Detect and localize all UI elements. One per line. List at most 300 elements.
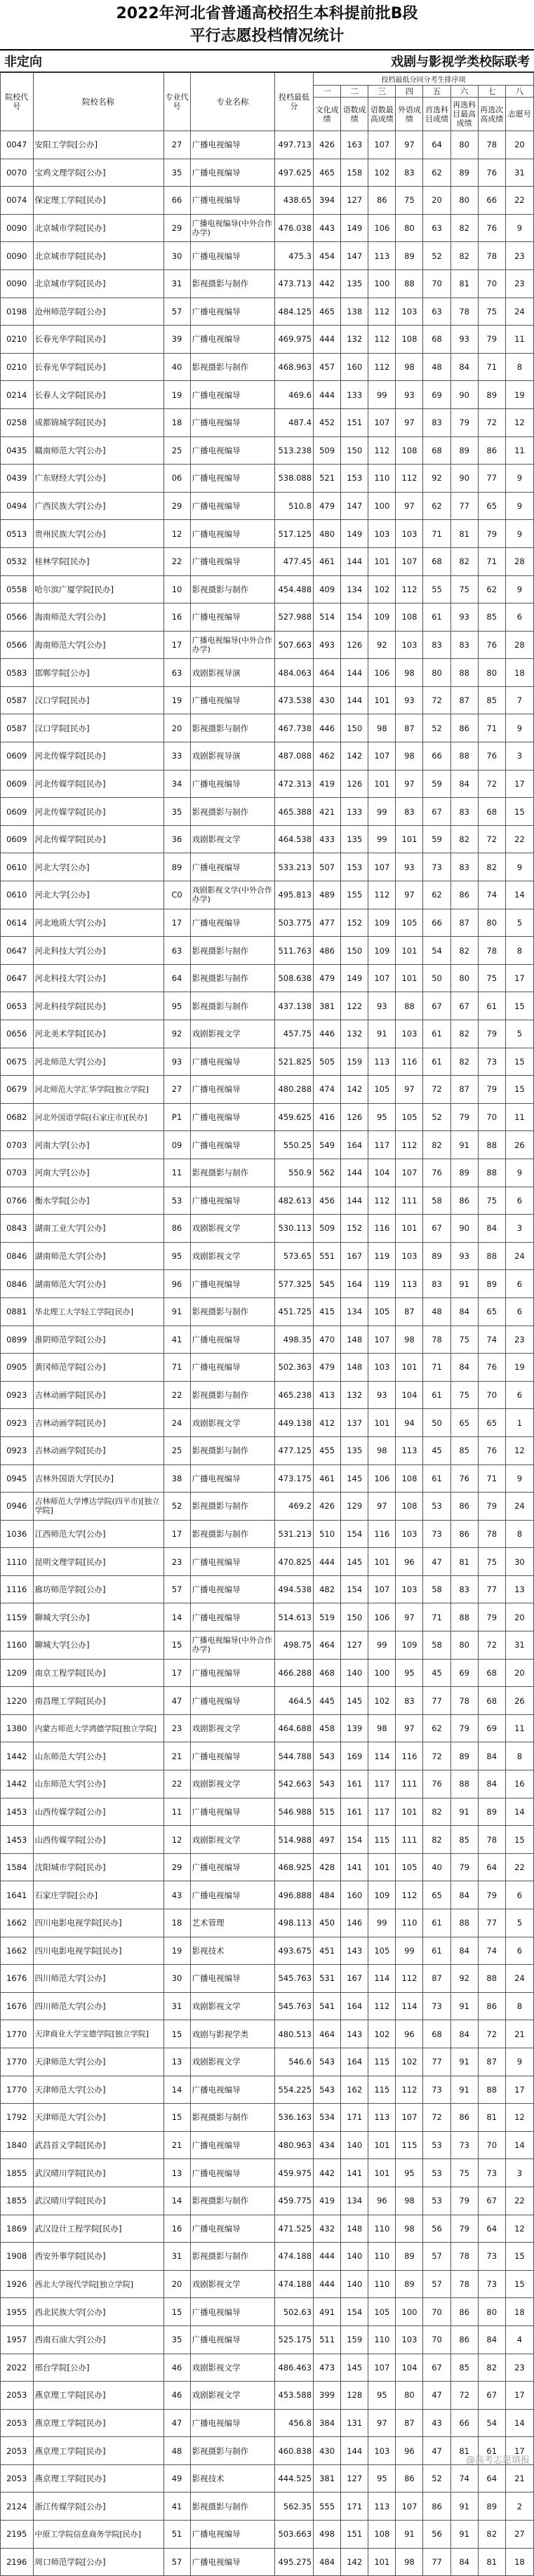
- cell-cn-max: 117: [368, 1131, 396, 1159]
- cell-major-code: 24: [163, 1409, 190, 1437]
- cell-chinese-math: 152: [341, 909, 368, 937]
- cell-major-name: 广播电视编导: [190, 159, 275, 187]
- cell-major-code: 96: [163, 1270, 190, 1298]
- cell-first-subject: 67: [423, 2354, 450, 2382]
- cell-cn-max: 100: [368, 492, 396, 520]
- cell-foreign: 93: [396, 853, 423, 881]
- table-header: [1, 73, 534, 131]
- cell-school-code: 0766: [1, 1187, 34, 1215]
- cell-volunteer: 6: [505, 1297, 533, 1326]
- cell-volunteer: 8: [505, 353, 533, 381]
- cell-cn-max: 107: [368, 1575, 396, 1603]
- cell-major-name: 戏剧影视文学: [190, 1409, 275, 1437]
- cell-second-subject: 84: [450, 2548, 478, 2576]
- cell-culture: 446: [314, 1020, 341, 1048]
- cell-major-name: 广播电视编导: [190, 1575, 275, 1603]
- cell-volunteer: 14: [505, 1798, 533, 1826]
- cell-chinese-math: 164: [341, 1992, 368, 2020]
- table-row: [1, 2076, 534, 2104]
- cell-foreign: 116: [396, 1742, 423, 1770]
- cell-second-subject: 79: [450, 1853, 478, 1881]
- cell-cn-max: 115: [368, 2048, 396, 2076]
- cell-cn-max: 112: [368, 298, 396, 326]
- cell-major-code: 51: [163, 2521, 190, 2549]
- cell-third-subject: 89: [478, 381, 505, 409]
- cell-first-subject: 71: [423, 520, 450, 548]
- cell-foreign: 83: [396, 1687, 423, 1715]
- cell-major-code: 11: [163, 1159, 190, 1187]
- cell-volunteer: 22: [505, 187, 533, 215]
- cell-cn-max: 107: [368, 2354, 396, 2382]
- cell-foreign: 112: [396, 1131, 423, 1159]
- cell-third-subject: 80: [478, 659, 505, 687]
- table-row: [1, 964, 534, 992]
- cell-school-code: 0647: [1, 937, 34, 965]
- cell-min-score: 508.638: [275, 964, 314, 992]
- cell-first-subject: 52: [423, 2464, 450, 2492]
- cell-culture: 430: [314, 2437, 341, 2465]
- cell-cn-max: 113: [368, 242, 396, 270]
- table-row: [1, 1020, 534, 1048]
- cell-school-name: 赣南师范大学[公办]: [33, 436, 163, 465]
- cell-chinese-math: 145: [341, 1464, 368, 1493]
- cell-min-score: 545.763: [275, 1965, 314, 1993]
- cell-major-name: 戏剧影视导演: [190, 659, 275, 687]
- table-row: [1, 1159, 534, 1187]
- cell-first-subject: 89: [423, 1242, 450, 1270]
- table-row: [1, 992, 534, 1020]
- cell-cn-max: 101: [368, 1409, 396, 1437]
- cell-school-name: 河北科技大学[公办]: [33, 937, 163, 965]
- cell-first-subject: 67: [423, 1215, 450, 1243]
- header-num: 三: [368, 86, 396, 98]
- cell-cn-max: 102: [368, 575, 396, 603]
- cell-min-score: 475.3: [275, 242, 314, 270]
- cell-school-name: 湖南工业大学[公办]: [33, 1215, 163, 1243]
- table-row: [1, 1853, 534, 1881]
- table-row: [1, 381, 534, 409]
- cell-school-name: 西安外事学院[民办]: [33, 2243, 163, 2271]
- cell-volunteer: 18: [505, 659, 533, 687]
- cell-first-subject: 80: [423, 659, 450, 687]
- cell-school-code: 0583: [1, 659, 34, 687]
- cell-major-code: 22: [163, 547, 190, 575]
- cell-school-code: 0566: [1, 631, 34, 659]
- cell-school-name: 海南师范大学[公办]: [33, 631, 163, 659]
- cell-foreign: 112: [396, 465, 423, 493]
- cell-second-subject: 83: [450, 631, 478, 659]
- cell-second-subject: 88: [450, 1770, 478, 1798]
- cell-major-code: 17: [163, 909, 190, 937]
- cell-second-subject: 77: [450, 492, 478, 520]
- table-row: [1, 2492, 534, 2521]
- cell-school-code: 1908: [1, 2243, 34, 2271]
- cell-foreign: 116: [396, 1048, 423, 1076]
- cell-second-subject: 93: [450, 603, 478, 632]
- cell-major-code: 13: [163, 2159, 190, 2187]
- cell-school-code: 0566: [1, 603, 34, 632]
- cell-culture: 479: [314, 964, 341, 992]
- cell-chinese-math: 144: [341, 659, 368, 687]
- cell-school-code: 1770: [1, 2020, 34, 2048]
- cell-third-subject: 74: [478, 881, 505, 909]
- cell-cn-max: 112: [368, 353, 396, 381]
- cell-major-name: 戏剧影视文学(中外合作办学): [190, 881, 275, 909]
- cell-foreign: 94: [396, 1409, 423, 1437]
- cell-school-code: 0558: [1, 575, 34, 603]
- cell-volunteer: 6: [505, 1187, 533, 1215]
- cell-foreign: 88: [396, 992, 423, 1020]
- table-row: [1, 1464, 534, 1493]
- cell-first-subject: 77: [423, 1687, 450, 1715]
- cell-foreign: 102: [396, 2048, 423, 2076]
- cell-foreign: 101: [396, 937, 423, 965]
- cell-school-name: 山东师范大学[公办]: [33, 1742, 163, 1770]
- cell-second-subject: 83: [450, 1575, 478, 1603]
- cell-culture: 444: [314, 2270, 341, 2298]
- cell-min-score: 525.175: [275, 2325, 314, 2354]
- cell-school-code: 0609: [1, 825, 34, 853]
- cell-school-name: 山东师范大学[公办]: [33, 1770, 163, 1798]
- cell-foreign: 104: [396, 1381, 423, 1409]
- cell-chinese-math: 144: [341, 1187, 368, 1215]
- cell-volunteer: 23: [505, 2354, 533, 2382]
- cell-second-subject: 89: [450, 436, 478, 465]
- header-culture: 文化成绩: [314, 98, 341, 131]
- cell-first-subject: 61: [423, 1381, 450, 1409]
- cell-major-name: 广播电视编导: [190, 1742, 275, 1770]
- cell-major-code: C0: [163, 881, 190, 909]
- cell-major-code: 18: [163, 408, 190, 436]
- cell-school-code: 2022: [1, 2354, 34, 2382]
- cell-foreign: 112: [396, 1881, 423, 1909]
- cell-major-code: 52: [163, 1493, 190, 1521]
- cell-school-name: 燕京理工学院[民办]: [33, 2382, 163, 2410]
- cell-volunteer: 12: [505, 1436, 533, 1464]
- cell-third-subject: 77: [478, 1909, 505, 1937]
- cell-volunteer: 6: [505, 1937, 533, 1965]
- cell-chinese-math: 141: [341, 1853, 368, 1881]
- cell-culture: 456: [314, 1187, 341, 1215]
- cell-foreign: 98: [396, 659, 423, 687]
- cell-third-subject: 62: [478, 575, 505, 603]
- table-row: [1, 1493, 534, 1521]
- cell-cn-max: 110: [368, 2215, 396, 2243]
- cell-major-code: 64: [163, 964, 190, 992]
- cell-foreign: 98: [396, 1326, 423, 1354]
- cell-min-score: 451.725: [275, 1297, 314, 1326]
- cell-first-subject: 50: [423, 1409, 450, 1437]
- cell-min-score: 437.138: [275, 992, 314, 1020]
- cell-school-name: 长春光华学院[民办]: [33, 353, 163, 381]
- cell-school-code: 0070: [1, 159, 34, 187]
- table-row: [1, 2020, 534, 2048]
- cell-first-subject: 83: [423, 1270, 450, 1298]
- cell-min-score: 474.188: [275, 2270, 314, 2298]
- cell-foreign: 107: [396, 547, 423, 575]
- table-row: [1, 1770, 534, 1798]
- table-row: [1, 1326, 534, 1354]
- cell-third-subject: 89: [478, 2492, 505, 2521]
- cell-min-score: 469.975: [275, 326, 314, 354]
- cell-second-subject: 85: [450, 1436, 478, 1464]
- cell-school-name: 桂林学院[民办]: [33, 547, 163, 575]
- cell-first-subject: 71: [423, 1603, 450, 1631]
- cell-school-code: 0679: [1, 1076, 34, 1104]
- cell-third-subject: 73: [478, 2270, 505, 2298]
- cell-volunteer: 23: [505, 242, 533, 270]
- cell-major-name: 广播电视编导: [190, 1270, 275, 1298]
- cell-school-name: 湖南师范大学[公办]: [33, 1242, 163, 1270]
- cell-chinese-math: 149: [341, 520, 368, 548]
- cell-cn-max: 112: [368, 1187, 396, 1215]
- cell-first-subject: 71: [423, 1354, 450, 1382]
- cell-first-subject: 62: [423, 159, 450, 187]
- table-row: [1, 2131, 534, 2159]
- cell-culture: 534: [314, 2104, 341, 2132]
- cell-volunteer: 9: [505, 853, 533, 881]
- cell-cn-max: 105: [368, 1076, 396, 1104]
- cell-school-code: 0653: [1, 992, 34, 1020]
- cell-third-subject: 88: [478, 1131, 505, 1159]
- cell-school-name: 天津师范大学[公办]: [33, 2104, 163, 2132]
- cell-chinese-math: 137: [341, 1409, 368, 1437]
- cell-second-subject: 86: [450, 1520, 478, 1548]
- cell-first-subject: 52: [423, 714, 450, 742]
- cell-culture: 416: [314, 1103, 341, 1131]
- cell-culture: 486: [314, 937, 341, 965]
- cell-cn-max: 115: [368, 1826, 396, 1854]
- cell-min-score: 498.113: [275, 1909, 314, 1937]
- cell-foreign: 110: [396, 1909, 423, 1937]
- cell-cn-max: 102: [368, 159, 396, 187]
- cell-cn-max: 116: [368, 1520, 396, 1548]
- cell-second-subject: 78: [450, 2243, 478, 2271]
- cell-third-subject: 86: [478, 1992, 505, 2020]
- cell-second-subject: 86: [450, 2104, 478, 2132]
- cell-first-subject: 86: [423, 2492, 450, 2521]
- cell-first-subject: 62: [423, 881, 450, 909]
- table-row: [1, 326, 534, 354]
- cell-min-score: 536.163: [275, 2104, 314, 2132]
- cell-volunteer: 24: [505, 298, 533, 326]
- table-row: [1, 2104, 534, 2132]
- cell-school-code: 1641: [1, 1881, 34, 1909]
- cell-major-code: 49: [163, 2464, 190, 2492]
- table-row: [1, 1381, 534, 1409]
- cell-min-score: 469.2: [275, 1493, 314, 1521]
- cell-third-subject: 77: [478, 1575, 505, 1603]
- cell-third-subject: 78: [478, 242, 505, 270]
- cell-min-score: 482.613: [275, 1187, 314, 1215]
- cell-major-name: 影视摄影与制作: [190, 937, 275, 965]
- cell-school-name: 河南大学[公办]: [33, 1159, 163, 1187]
- cell-foreign: 104: [396, 2354, 423, 2382]
- cell-volunteer: 2: [505, 2492, 533, 2521]
- cell-major-code: 31: [163, 1992, 190, 2020]
- cell-major-name: 影视摄影与制作: [190, 964, 275, 992]
- cell-cn-max: 98: [368, 1714, 396, 1742]
- cell-school-code: 0614: [1, 909, 34, 937]
- cell-foreign: 114: [396, 1992, 423, 2020]
- cell-second-subject: 82: [450, 1020, 478, 1048]
- cell-volunteer: 3: [505, 742, 533, 770]
- cell-second-subject: 81: [450, 2437, 478, 2465]
- cell-foreign: 100: [396, 2298, 423, 2326]
- cell-second-subject: 88: [450, 1909, 478, 1937]
- cell-cn-max: 102: [368, 2020, 396, 2048]
- cell-second-subject: 86: [450, 2325, 478, 2354]
- cell-chinese-math: 171: [341, 2104, 368, 2132]
- cell-school-name: 汉口学院[民办]: [33, 714, 163, 742]
- cell-first-subject: 53: [423, 2159, 450, 2187]
- cell-major-name: 广播电视编导: [190, 853, 275, 881]
- cell-culture: 444: [314, 326, 341, 354]
- cell-min-score: 533.213: [275, 853, 314, 881]
- cell-min-score: 513.238: [275, 436, 314, 465]
- cell-min-score: 454.488: [275, 575, 314, 603]
- cell-culture: 479: [314, 1354, 341, 1382]
- cell-second-subject: 92: [450, 1965, 478, 1993]
- cell-cn-max: 97: [368, 2409, 396, 2437]
- table-row: [1, 2243, 534, 2271]
- cell-culture: 421: [314, 798, 341, 826]
- cell-major-code: 14: [163, 1603, 190, 1631]
- cell-cn-max: 110: [368, 2270, 396, 2298]
- cell-school-name: 吉林师范大学博达学院(四平市)[独立学院]: [33, 1493, 163, 1521]
- cell-school-code: 0210: [1, 326, 34, 354]
- cell-school-name: 天津师范大学[公办]: [33, 2076, 163, 2104]
- cell-culture: 444: [314, 2243, 341, 2271]
- cell-school-code: 0703: [1, 1131, 34, 1159]
- cell-foreign: 87: [396, 714, 423, 742]
- cell-volunteer: 9: [505, 2048, 533, 2076]
- cell-major-name: 影视技术: [190, 2464, 275, 2492]
- cell-cn-max: 106: [368, 1603, 396, 1631]
- cell-volunteer: 13: [505, 1575, 533, 1603]
- cell-culture: 498: [314, 2521, 341, 2549]
- cell-min-score: 480.288: [275, 1076, 314, 1104]
- cell-major-name: 戏剧影视文学: [190, 1242, 275, 1270]
- cell-third-subject: 82: [478, 2354, 505, 2382]
- cell-school-code: 0435: [1, 436, 34, 465]
- cell-first-subject: 70: [423, 269, 450, 298]
- cell-volunteer: 11: [505, 1714, 533, 1742]
- cell-culture: 445: [314, 1687, 341, 1715]
- cell-school-code: 0047: [1, 131, 34, 159]
- table-row: [1, 1603, 534, 1631]
- table-row: [1, 1631, 534, 1660]
- cell-school-code: 1220: [1, 1687, 34, 1715]
- cell-major-code: 25: [163, 1436, 190, 1464]
- cell-major-name: 广播电视编导: [190, 1326, 275, 1354]
- cell-second-subject: 78: [450, 298, 478, 326]
- cell-major-name: 影视摄影与制作: [190, 2437, 275, 2465]
- header-third-subject: 再选次高成绩: [478, 98, 505, 131]
- cell-major-code: 48: [163, 2437, 190, 2465]
- cell-chinese-math: 163: [341, 131, 368, 159]
- cell-second-subject: 75: [450, 1381, 478, 1409]
- cell-first-subject: 47: [423, 2437, 450, 2465]
- cell-first-subject: 73: [423, 2076, 450, 2104]
- cell-volunteer: 20: [505, 1659, 533, 1687]
- cell-min-score: 544.788: [275, 1742, 314, 1770]
- header-min-score: 投档最低分: [275, 73, 314, 131]
- cell-second-subject: 65: [450, 1409, 478, 1437]
- cell-third-subject: 72: [478, 1631, 505, 1660]
- cell-first-subject: 53: [423, 2131, 450, 2159]
- cell-min-score: 464.5: [275, 1687, 314, 1715]
- cell-volunteer: 15: [505, 1826, 533, 1854]
- cell-major-name: 广播电视编导: [190, 298, 275, 326]
- cell-min-score: 510.8: [275, 492, 314, 520]
- cell-min-score: 444.525: [275, 2464, 314, 2492]
- table-row: [1, 2215, 534, 2243]
- cell-cn-max: 101: [368, 1548, 396, 1576]
- cell-major-code: 92: [163, 1020, 190, 1048]
- cell-volunteer: 23: [505, 1326, 533, 1354]
- page-title: 2022年河北省普通高校招生本科提前批B段: [116, 5, 418, 22]
- cell-first-subject: 69: [423, 381, 450, 409]
- cell-first-subject: 63: [423, 214, 450, 242]
- table-row: [1, 1881, 534, 1909]
- cell-chinese-math: 154: [341, 2298, 368, 2326]
- cell-foreign: 97: [396, 1076, 423, 1104]
- cell-third-subject: 61: [478, 2437, 505, 2465]
- table-row: [1, 242, 534, 270]
- table-row: [1, 909, 534, 937]
- cell-first-subject: 56: [423, 2521, 450, 2549]
- cell-cn-max: 93: [368, 992, 396, 1020]
- cell-cn-max: 115: [368, 2076, 396, 2104]
- table-row: [1, 1742, 534, 1770]
- cell-foreign: 96: [396, 2020, 423, 2048]
- cell-first-subject: 64: [423, 131, 450, 159]
- cell-school-code: 2053: [1, 2437, 34, 2465]
- cell-chinese-math: 158: [341, 159, 368, 187]
- cell-school-code: 2196: [1, 2548, 34, 2576]
- cell-volunteer: 9: [505, 1464, 533, 1493]
- cell-major-name: 广播电视编导: [190, 1965, 275, 1993]
- cell-major-name: 广播电视编导: [190, 2325, 275, 2354]
- cell-second-subject: 91: [450, 2492, 478, 2521]
- cell-culture: 415: [314, 1297, 341, 1326]
- cell-third-subject: 75: [478, 1548, 505, 1576]
- cell-min-score: 477.45: [275, 547, 314, 575]
- cell-culture: 442: [314, 269, 341, 298]
- cell-foreign: 101: [396, 1354, 423, 1382]
- cell-major-code: 43: [163, 1881, 190, 1909]
- cell-first-subject: 68: [423, 547, 450, 575]
- cell-volunteer: 9: [505, 492, 533, 520]
- cell-chinese-math: 129: [341, 1493, 368, 1521]
- cell-first-subject: 68: [423, 436, 450, 465]
- cell-third-subject: 70: [478, 1103, 505, 1131]
- cell-foreign: 115: [396, 2131, 423, 2159]
- cell-second-subject: 76: [450, 1464, 478, 1493]
- cell-major-name: 影视摄影与制作: [190, 1520, 275, 1548]
- table-row: [1, 686, 534, 714]
- cell-school-code: 0090: [1, 214, 34, 242]
- cell-min-score: 502.363: [275, 1354, 314, 1382]
- cell-cn-max: 112: [368, 881, 396, 909]
- cell-culture: 458: [314, 1714, 341, 1742]
- cell-chinese-math: 160: [341, 353, 368, 381]
- cell-first-subject: 59: [423, 825, 450, 853]
- cell-chinese-math: 167: [341, 1965, 368, 1993]
- cell-culture: 412: [314, 1409, 341, 1437]
- cell-min-score: 538.088: [275, 465, 314, 493]
